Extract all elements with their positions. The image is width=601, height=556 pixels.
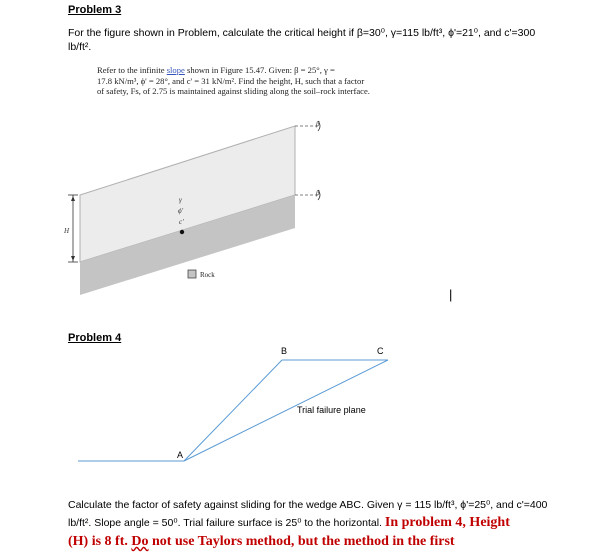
problem4-text-line1: Calculate the factor of safety against sliding for the wedge ABC. Given γ = 115 lb/ft³, ϕ'=25⁰, and c'=400 [68,499,548,511]
problem4-line2-note: In problem 4, Height [384,515,510,530]
cohesion-label: c' [179,218,184,226]
phi-label: ϕ' [178,207,184,215]
excerpt-line3: of safety, Fs, of 2.75 is maintained against sliding along the soil–rock interface. [97,86,370,96]
trial-failure-plane-label: Trial failure plane [297,405,366,415]
problem4-text-line3 [68,534,455,550]
problem3-text-line1: For the figure shown in Problem, calculate the critical height if β=30⁰, γ=115 lb/ft³, ϕ'=21⁰, and c'=300 [68,27,536,39]
beta-bottom-label: β [316,189,320,197]
point-B-label: B [281,346,288,356]
point-C-label: C [377,346,384,356]
problem3-heading: Problem 3 [68,4,122,16]
gamma-label: γ [179,196,182,204]
excerpt-line2: 17.8 kN/m³, ϕ' = 28°, and c' = 31 kN/m². Find the height, H, such that a factor [97,75,365,86]
problem4-line3-start: (H) is 8 ft. [68,534,132,549]
problem4-text-line2 [68,516,510,530]
slope-link[interactable]: slope [166,65,185,75]
height-H-label: H [64,227,70,235]
problem3-text-line2: lb/ft². [68,41,92,53]
excerpt-line1-start: Refer to the infinite [97,65,167,75]
excerpt-line1-end: shown in Figure 15.47. Given: β = 25°, γ = [184,65,335,75]
problem4-line2-plain: lb/ft². Slope angle = 50⁰. Trial failure surface is 25⁰ to the horizontal. [68,517,385,529]
point-A-label: A [177,450,184,460]
problem4-line3-end: not use Taylors method, but the method in the first [148,534,455,549]
beta-top-label: β [316,120,320,128]
spellcheck-word-do: Do [131,534,149,549]
text-cursor: | [449,287,453,302]
slope-face-AB [184,360,282,461]
problem4-heading: Problem 4 [68,332,122,344]
rock-legend-label: Rock [200,271,215,279]
